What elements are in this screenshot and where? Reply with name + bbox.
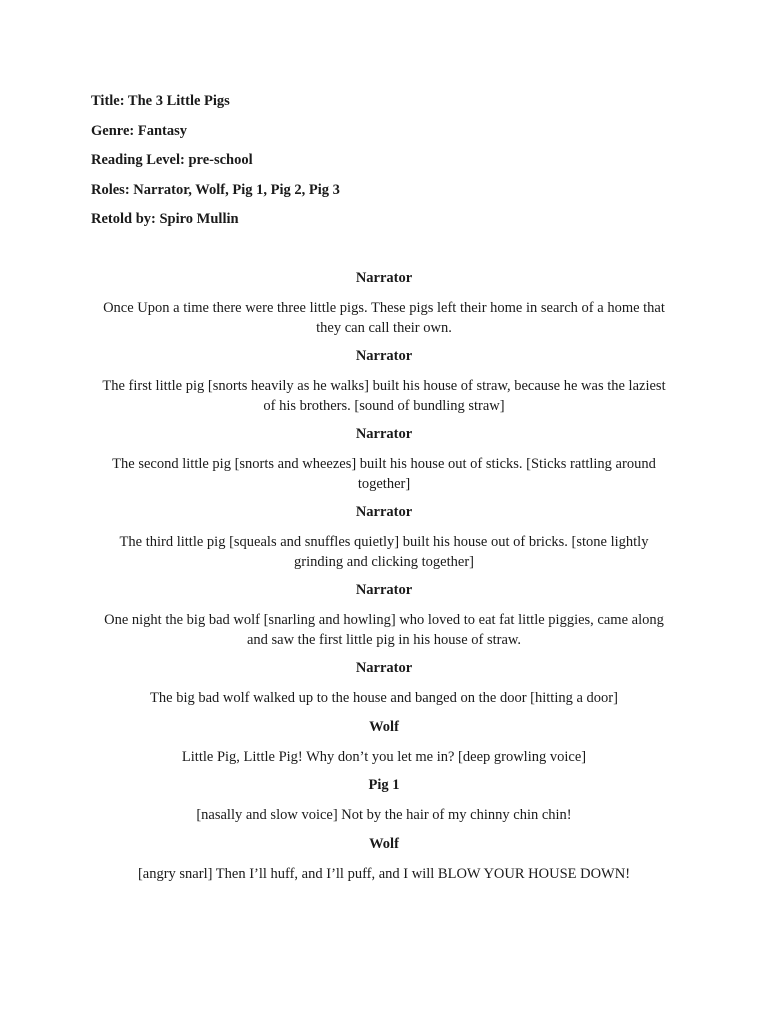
script-entry xyxy=(84,660,684,709)
dialogue-text xyxy=(84,865,684,885)
script-entry xyxy=(84,582,684,650)
dialogue-line: Little Pig, Little Pig! Why don’t you let me in? [deep growling voice] xyxy=(181,748,587,765)
script-entry xyxy=(84,426,684,494)
script-entry xyxy=(84,270,684,338)
dialogue-text xyxy=(84,806,684,826)
speaker-name: Narrator xyxy=(355,582,413,598)
title-line: Title: The 3 Little Pigs xyxy=(91,93,230,109)
speaker-name: Pig 1 xyxy=(368,777,400,793)
dialogue-text xyxy=(84,455,684,494)
script-body xyxy=(84,270,684,894)
genre-line: Genre: Fantasy xyxy=(91,122,187,139)
dialogue-text xyxy=(84,748,684,768)
dialogue-text xyxy=(84,689,684,709)
dialogue-line: [angry snarl] Then I’ll huff, and I’ll puff, and I will BLOW YOUR HOUSE DOWN! xyxy=(137,865,631,882)
dialogue-line: The second little pig [snorts and wheezes] built his house out of sticks. [Sticks rattling around xyxy=(112,456,656,472)
speaker-name: Narrator xyxy=(355,660,413,676)
script-entry xyxy=(84,719,684,768)
dialogue-line: The first little pig [snorts heavily as he walks] built his house of straw, because he was the laziest xyxy=(102,378,666,394)
speaker-name: Wolf xyxy=(369,835,399,852)
speaker-name: Narrator xyxy=(355,426,413,442)
script-entry xyxy=(84,836,684,885)
dialogue-line: The big bad wolf walked up to the house and banged on the door [hitting a door] xyxy=(150,690,618,706)
roles-line: Roles: Narrator, Wolf, Pig 1, Pig 2, Pig 3 xyxy=(91,181,340,198)
script-entry xyxy=(84,777,684,826)
script-entry xyxy=(84,504,684,572)
dialogue-line: The third little pig [squeals and snuffles quietly] built his house out of bricks. [stone lightly xyxy=(119,534,649,550)
dialogue-line: One night the big bad wolf [snarling and howling] who loved to eat fat little piggies, came along xyxy=(104,612,664,628)
reading-level-line: Reading Level: pre-school xyxy=(91,152,253,168)
dialogue-text xyxy=(84,299,684,338)
speaker-name: Narrator xyxy=(355,270,413,286)
dialogue-line: Once Upon a time there were three little pigs. These pigs left their home in search of a home that xyxy=(103,300,665,316)
dialogue-line: [nasally and slow voice] Not by the hair of my chinny chin chin! xyxy=(196,807,572,823)
dialogue-line: grinding and clicking together] xyxy=(294,553,474,570)
speaker-name: Narrator xyxy=(355,348,413,364)
dialogue-text xyxy=(84,533,684,572)
script-metadata xyxy=(91,93,691,241)
speaker-name: Narrator xyxy=(355,504,413,520)
dialogue-line: together] xyxy=(357,475,411,492)
retold-by-line: Retold by: Spiro Mullin xyxy=(91,211,239,227)
dialogue-text xyxy=(84,377,684,416)
dialogue-line: they can call their own. xyxy=(316,319,452,336)
dialogue-text xyxy=(84,611,684,650)
dialogue-line: and saw the first little pig in his house of straw. xyxy=(246,631,522,648)
speaker-name: Wolf xyxy=(369,718,399,735)
dialogue-line: of his brothers. [sound of bundling straw] xyxy=(263,397,505,414)
script-entry xyxy=(84,348,684,416)
